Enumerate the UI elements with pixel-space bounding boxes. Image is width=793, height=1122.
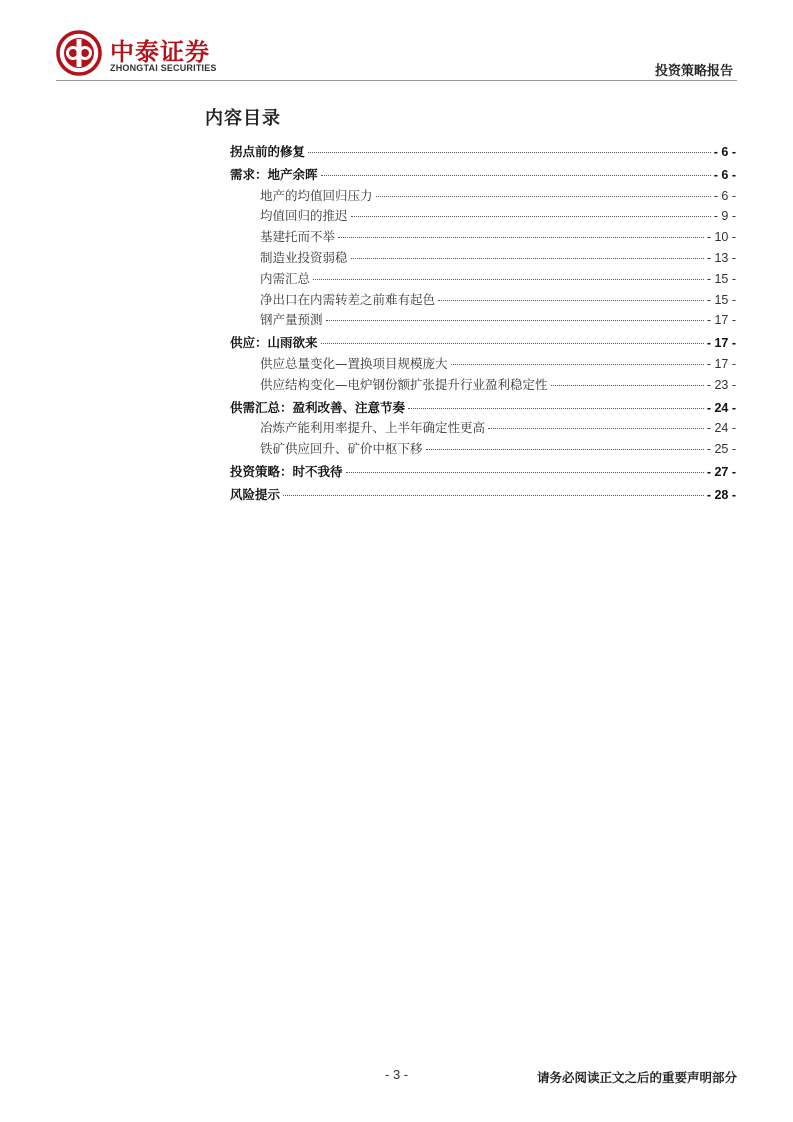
- company-logo: [56, 30, 256, 78]
- toc-leader-dots: [321, 175, 711, 176]
- toc-entry[interactable]: [230, 354, 736, 375]
- toc-entry-page: - 13 -: [706, 250, 736, 265]
- toc-entry-label: 内需汇总: [260, 270, 311, 286]
- toc-leader-dots: [438, 300, 704, 301]
- toc-entry-page: - 17 -: [706, 356, 736, 371]
- toc-entry-page: - 27 -: [706, 464, 736, 479]
- toc-leader-dots: [408, 408, 704, 409]
- toc-entry-page: - 6 -: [713, 167, 736, 182]
- toc-entry[interactable]: [230, 485, 736, 506]
- logo-text-chinese: 中泰证券: [110, 38, 210, 66]
- toc-leader-dots: [308, 152, 711, 153]
- toc-entry-label: 拐点前的修复: [230, 144, 306, 159]
- toc-entry-label: 需求：地产余晖: [230, 166, 318, 182]
- toc-leader-dots: [451, 364, 704, 365]
- toc-entry[interactable]: [230, 462, 736, 483]
- toc-entry-label: 供应结构变化—电炉钢份额扩张提升行业盈利稳定性: [260, 376, 548, 392]
- toc-entry-label: 制造业投资弱稳: [260, 249, 348, 265]
- toc-entry-label: 地产的均值回归压力: [260, 187, 373, 203]
- toc-entry-label: 基建托而不举: [260, 229, 336, 245]
- toc-leader-dots: [376, 196, 711, 197]
- toc-entry-page: - 6 -: [713, 145, 736, 159]
- toc-entry-label: 铁矿供应回升、矿价中枢下移: [260, 441, 423, 457]
- toc-leader-dots: [346, 472, 704, 473]
- toc-entry-page: - 24 -: [706, 400, 736, 415]
- toc-entry[interactable]: [230, 227, 736, 248]
- toc-entry-label: 供应总量变化—置换项目规模庞大: [260, 355, 448, 371]
- toc-entry[interactable]: [230, 439, 736, 460]
- table-of-contents: [230, 142, 736, 506]
- page-number: - 3 -: [385, 1067, 409, 1082]
- toc-entry-label: 均值回归的推迟: [260, 208, 348, 224]
- toc-leader-dots: [351, 216, 711, 217]
- toc-entry-label: 钢产量预测: [260, 312, 323, 328]
- toc-entry-label: 冶炼产能利用率提升、上半年确定性更高: [260, 420, 486, 436]
- toc-entry-page: - 24 -: [706, 421, 736, 436]
- toc-entry-page: - 15 -: [706, 271, 736, 286]
- toc-leader-dots: [351, 258, 704, 259]
- toc-entry[interactable]: [230, 206, 736, 227]
- toc-entry-page: - 6 -: [713, 188, 736, 203]
- disclaimer-text: 请务必阅读正文之后的重要声明部分: [536, 1070, 737, 1085]
- toc-leader-dots: [321, 343, 704, 344]
- toc-entry-page: - 17 -: [706, 336, 736, 351]
- logo-text-english: ZHONGTAI SECURITIES: [110, 63, 217, 73]
- toc-entry-page: - 28 -: [706, 487, 736, 502]
- toc-entry-page: - 9 -: [713, 209, 736, 224]
- toc-leader-dots: [426, 449, 704, 450]
- toc-entry-page: - 10 -: [706, 230, 736, 245]
- toc-entry[interactable]: [230, 375, 736, 396]
- toc-title: 内容目录: [205, 108, 281, 129]
- toc-entry[interactable]: [230, 269, 736, 290]
- toc-entry[interactable]: [230, 418, 736, 439]
- toc-entry-label: 投资策略：时不我待: [230, 463, 343, 479]
- toc-entry-page: - 23 -: [706, 377, 736, 392]
- toc-leader-dots: [283, 495, 704, 496]
- toc-entry[interactable]: [230, 248, 736, 269]
- toc-entry-page: - 17 -: [706, 313, 736, 328]
- toc-entry-label: 净出口在内需转差之前难有起色: [260, 291, 436, 307]
- toc-entry-label: 供应：山雨欲来: [230, 335, 318, 351]
- toc-leader-dots: [326, 320, 704, 321]
- toc-entry[interactable]: [230, 333, 736, 354]
- toc-entry[interactable]: [230, 142, 736, 163]
- header-divider: [56, 80, 737, 81]
- toc-leader-dots: [338, 237, 704, 238]
- toc-entry[interactable]: [230, 165, 736, 186]
- toc-entry-page: - 25 -: [706, 442, 736, 457]
- toc-leader-dots: [313, 279, 704, 280]
- zhongtai-logo-icon: [56, 30, 102, 76]
- toc-entry-page: - 15 -: [706, 292, 736, 307]
- toc-entry[interactable]: [230, 186, 736, 207]
- toc-entry[interactable]: [230, 310, 736, 331]
- report-type: 投资策略报告: [654, 64, 733, 79]
- toc-entry[interactable]: [230, 290, 736, 311]
- toc-entry[interactable]: [230, 398, 736, 419]
- toc-entry-label: 风险提示: [230, 486, 281, 502]
- toc-leader-dots: [488, 428, 704, 429]
- toc-leader-dots: [551, 385, 704, 386]
- toc-entry-label: 供需汇总：盈利改善、注意节奏: [230, 399, 406, 415]
